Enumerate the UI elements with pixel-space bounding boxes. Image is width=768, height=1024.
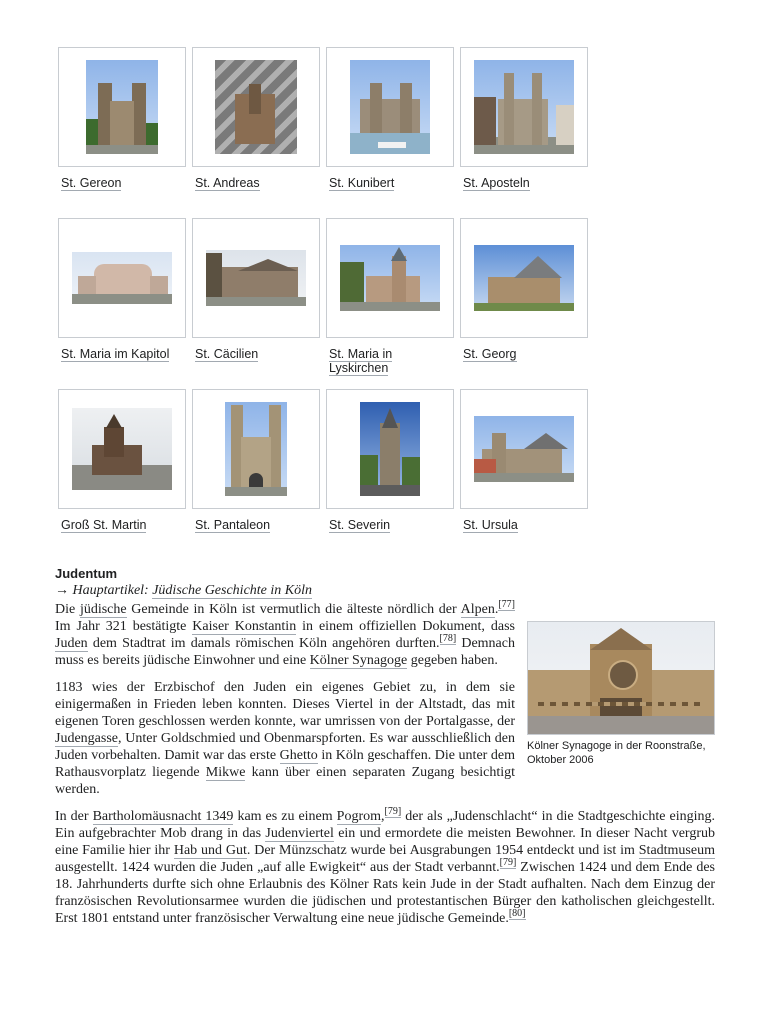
- gallery-thumb[interactable]: [460, 389, 588, 509]
- gallery-thumb[interactable]: [460, 47, 588, 167]
- gallery-caption[interactable]: St. Kunibert: [329, 176, 395, 190]
- gallery-caption[interactable]: St. Gereon: [61, 176, 122, 190]
- figure-caption: Kölner Synagoge in der Roonstraße, Oktober 2006: [527, 740, 706, 766]
- link-mikwe[interactable]: Mikwe: [205, 765, 246, 780]
- section-heading: Judentum: [55, 566, 118, 581]
- gallery-item: [460, 389, 588, 546]
- link-juden[interactable]: Juden: [55, 636, 88, 651]
- church-photo-icon[interactable]: [72, 408, 172, 490]
- link-kaiser-konstantin[interactable]: Kaiser Konstantin: [192, 619, 297, 634]
- church-photo-icon[interactable]: [340, 245, 440, 311]
- gallery-item: [192, 47, 320, 204]
- link-hab-und-gut[interactable]: Hab und Gut: [173, 843, 247, 858]
- paragraph-3: In der Bartholomäusnacht 1349 kam es zu einem Pogrom,[79] der als „Judenschlacht“ in die Stadtgeschichte einging. Ein aufgebrachter Mob drang in das Judenviertel ein und ermordete die meisten Bewohner. In dieser Nacht vergrub eine Familie hier ihr Hab und Gut. Der Münzschatz wurde bei Ausgrabungen 1954 entdeckt und ist im Stadtmuseum ausgestellt. 1424 wurden die Juden „auf alle Ewigkeit“ aus der Stadt verbannt.[79] Zwischen 1424 und dem Ende des 18. Jahrhunderts durfte sich ohne Erlaubnis des Kölner Rats kein Jude in der Stadt aufhalten. Nach dem Einzug der französischen Revolutionsarmee wurden die jüdischen und protestantischen Bürger den katholischen gleichgestellt. Erst 1801 entstand unter französischer Verwaltung eine neue jüdische Gemeinde.[80]: [55, 806, 715, 926]
- ref-79a[interactable]: [79]: [384, 806, 402, 818]
- synagogue-photo-icon[interactable]: [527, 621, 715, 735]
- gallery-thumb[interactable]: [460, 218, 588, 338]
- gallery-thumb[interactable]: [192, 218, 320, 338]
- gallery-thumb[interactable]: [326, 389, 454, 509]
- link-alpen[interactable]: Alpen: [460, 602, 495, 617]
- gallery-caption[interactable]: St. Georg: [463, 347, 517, 361]
- gallery-thumb[interactable]: [326, 218, 454, 338]
- gallery-thumb[interactable]: [192, 47, 320, 167]
- church-photo-icon[interactable]: [225, 402, 287, 496]
- ref-79b[interactable]: [79]: [499, 857, 517, 869]
- gallery-row: [58, 218, 598, 375]
- link-pogrom[interactable]: Pogrom: [336, 809, 382, 824]
- gallery-item: [192, 218, 320, 375]
- church-photo-icon[interactable]: [86, 60, 158, 154]
- gallery-item: [326, 218, 454, 375]
- ref-78[interactable]: [78]: [439, 633, 457, 645]
- gallery-caption[interactable]: St. Maria im Kapitol: [61, 347, 170, 361]
- gallery-caption[interactable]: St. Ursula: [463, 518, 518, 532]
- link-stadtmuseum[interactable]: Stadtmuseum: [638, 843, 715, 858]
- paragraph-1: Die jüdische Gemeinde in Köln ist vermutlich die älteste nördlich der Alpen.[77] Im Jahr 321 bestätigte Kaiser Konstantin in einem offiziellen Dokument, dass Juden dem Stadtrat im damals römischen Köln angehören durften.[78] Demnach muss es bereits jüdische Einwohner und eine Kölner Synagoge gegeben haben.: [55, 599, 516, 668]
- gallery-item: [326, 389, 454, 546]
- link-bartholomaeusnacht[interactable]: Bartholomäusnacht 1349: [92, 809, 234, 824]
- church-photo-icon[interactable]: [474, 245, 574, 311]
- church-photo-icon[interactable]: [72, 252, 172, 304]
- gallery-item: [58, 389, 186, 546]
- gallery-item: [58, 218, 186, 375]
- church-photo-icon[interactable]: [350, 60, 430, 154]
- gallery-item: [460, 218, 588, 375]
- ref-77[interactable]: [77]: [498, 599, 516, 611]
- gallery-row: [58, 389, 598, 546]
- gallery-item: [460, 47, 588, 204]
- link-koelner-synagoge[interactable]: Kölner Synagoge: [309, 653, 408, 668]
- gallery-thumb[interactable]: [192, 389, 320, 509]
- paragraph-2: 1183 wies der Erzbischof den Juden ein eigenes Gebiet zu, in dem sie einigermaßen in Frieden leben konnten. Dieses Viertel in der Altstadt, das mit eigenen Toren geschlossen werden konnte, war umrissen von der Portalgasse, der Judengasse, Unter Goldschmied und Obenmarspforten. Es war ausschließlich den Juden vorbehalten. Damit war das erste Ghetto in Köln geschaffen. Die unter dem Rathausvorplatz liegende Mikwe kann über einen separaten Zugang besichtigt werden.: [55, 680, 515, 797]
- gallery-thumb[interactable]: [326, 47, 454, 167]
- church-photo-icon[interactable]: [360, 402, 420, 496]
- hatnote: → Hauptartikel: Jüdische Geschichte in Köln: [55, 583, 313, 598]
- ref-80[interactable]: [80]: [508, 908, 526, 920]
- gallery-caption[interactable]: St. Pantaleon: [195, 518, 271, 532]
- church-photo-icon[interactable]: [206, 250, 306, 306]
- judentum-section: [55, 566, 715, 937]
- gallery-thumb[interactable]: [58, 218, 186, 338]
- gallery-caption[interactable]: St. Andreas: [195, 176, 260, 190]
- link-juedische[interactable]: jüdische: [79, 602, 127, 617]
- gallery-thumb[interactable]: [58, 389, 186, 509]
- gallery-caption[interactable]: Groß St. Martin: [61, 518, 147, 532]
- gallery-item: [192, 389, 320, 546]
- gallery-item: [326, 47, 454, 204]
- gallery-item: [58, 47, 186, 204]
- gallery-caption[interactable]: St. Cäcilien: [195, 347, 259, 361]
- church-photo-icon[interactable]: [474, 416, 574, 482]
- gallery-caption[interactable]: St. Aposteln: [463, 176, 530, 190]
- gallery-row: [58, 47, 598, 204]
- church-photo-icon[interactable]: [215, 60, 297, 154]
- synagogue-figure: [527, 621, 715, 767]
- link-judengasse[interactable]: Judengasse: [55, 731, 118, 746]
- link-ghetto[interactable]: Ghetto: [279, 748, 318, 763]
- church-gallery: [58, 47, 598, 560]
- link-judenviertel[interactable]: Judenviertel: [265, 826, 334, 841]
- gallery-caption[interactable]: St. Maria in Lyskirchen: [329, 347, 393, 375]
- gallery-thumb[interactable]: [58, 47, 186, 167]
- church-photo-icon[interactable]: [474, 60, 574, 154]
- gallery-caption[interactable]: St. Severin: [329, 518, 391, 532]
- main-article-link[interactable]: Jüdische Geschichte in Köln: [152, 583, 313, 598]
